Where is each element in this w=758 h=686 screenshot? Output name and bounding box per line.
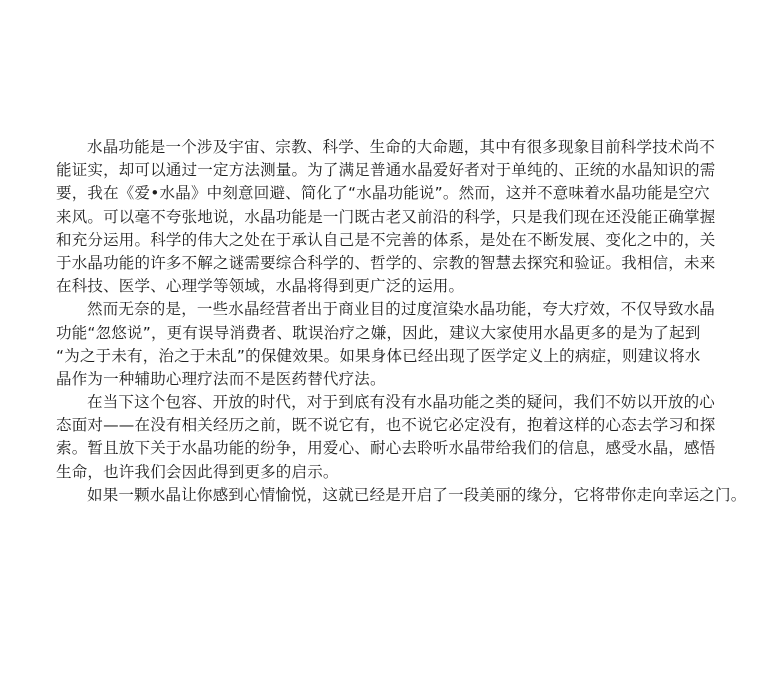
text-line: 要，我在《爱•水晶》中刻意回避、简化了“水晶功能说”。然而，这并不意味着水晶功能是空穴 — [56, 184, 710, 203]
text-line: 如果一颗水晶让你感到心情愉悦，这就已经是开启了一段美丽的缘分，它将带你走向幸运之门。 — [87, 485, 747, 504]
text-line: 于水晶功能的许多不解之谜需要综合科学的、哲学的、宗教的智慧去探究和验证。我相信，未来 — [56, 253, 716, 272]
text-line: 在科技、医学、心理学等领域，水晶将得到更广泛的运用。 — [56, 277, 465, 296]
paragraph-4 — [56, 484, 747, 507]
text-line: 在当下这个包容、开放的时代，对于到底有没有水晶功能之类的疑问，我们不妨以开放的心 — [87, 393, 716, 412]
text-line: 来风。可以毫不夸张地说，水晶功能是一门既古老又前沿的科学，只是我们现在还没能正确掌握 — [56, 207, 716, 226]
text-line: 生命，也许我们会因此得到更多的启示。 — [56, 462, 339, 481]
text-line: 水晶功能是一个涉及宇宙、宗教、科学、生命的大命题，其中有很多现象目前科学技术尚不 — [87, 138, 716, 156]
text-line: 晶作为一种辅助心理疗法而不是医药替代疗法。 — [56, 369, 386, 388]
text-line: 然而无奈的是，一些水晶经营者出于商业目的过度渲染水晶功能，夸大疗效，不仅导致水晶 — [87, 300, 716, 319]
body-text — [56, 136, 747, 507]
text-line: 能证实，却可以通过一定方法测量。为了满足普通水晶爱好者对于单纯的、正统的水晶知识的需 — [56, 161, 716, 180]
paragraph-2 — [56, 298, 716, 391]
text-line: 和充分运用。科学的伟大之处在于承认自己是不完善的体系，是处在不断发展、变化之中的，关 — [56, 230, 716, 249]
text-line: 索。暂且放下关于水晶功能的纷争，用爱心、耐心去聆听水晶带给我们的信息，感受水晶，感悟 — [56, 439, 716, 458]
text-line: “为之于未有，治之于未乱”的保健效果。如果身体已经出现了医学定义上的病症，则建议将水 — [56, 346, 701, 365]
text-line: 态面对——在没有相关经历之前，既不说它有，也不说它必定没有，抱着这样的心态去学习和探 — [56, 416, 716, 435]
text-line: 功能“忽悠说”，更有误导消费者、耽误治疗之嫌，因此，建议大家使用水晶更多的是为了起到 — [56, 323, 701, 342]
paragraph-3 — [56, 391, 716, 484]
paragraph-1 — [56, 136, 716, 298]
